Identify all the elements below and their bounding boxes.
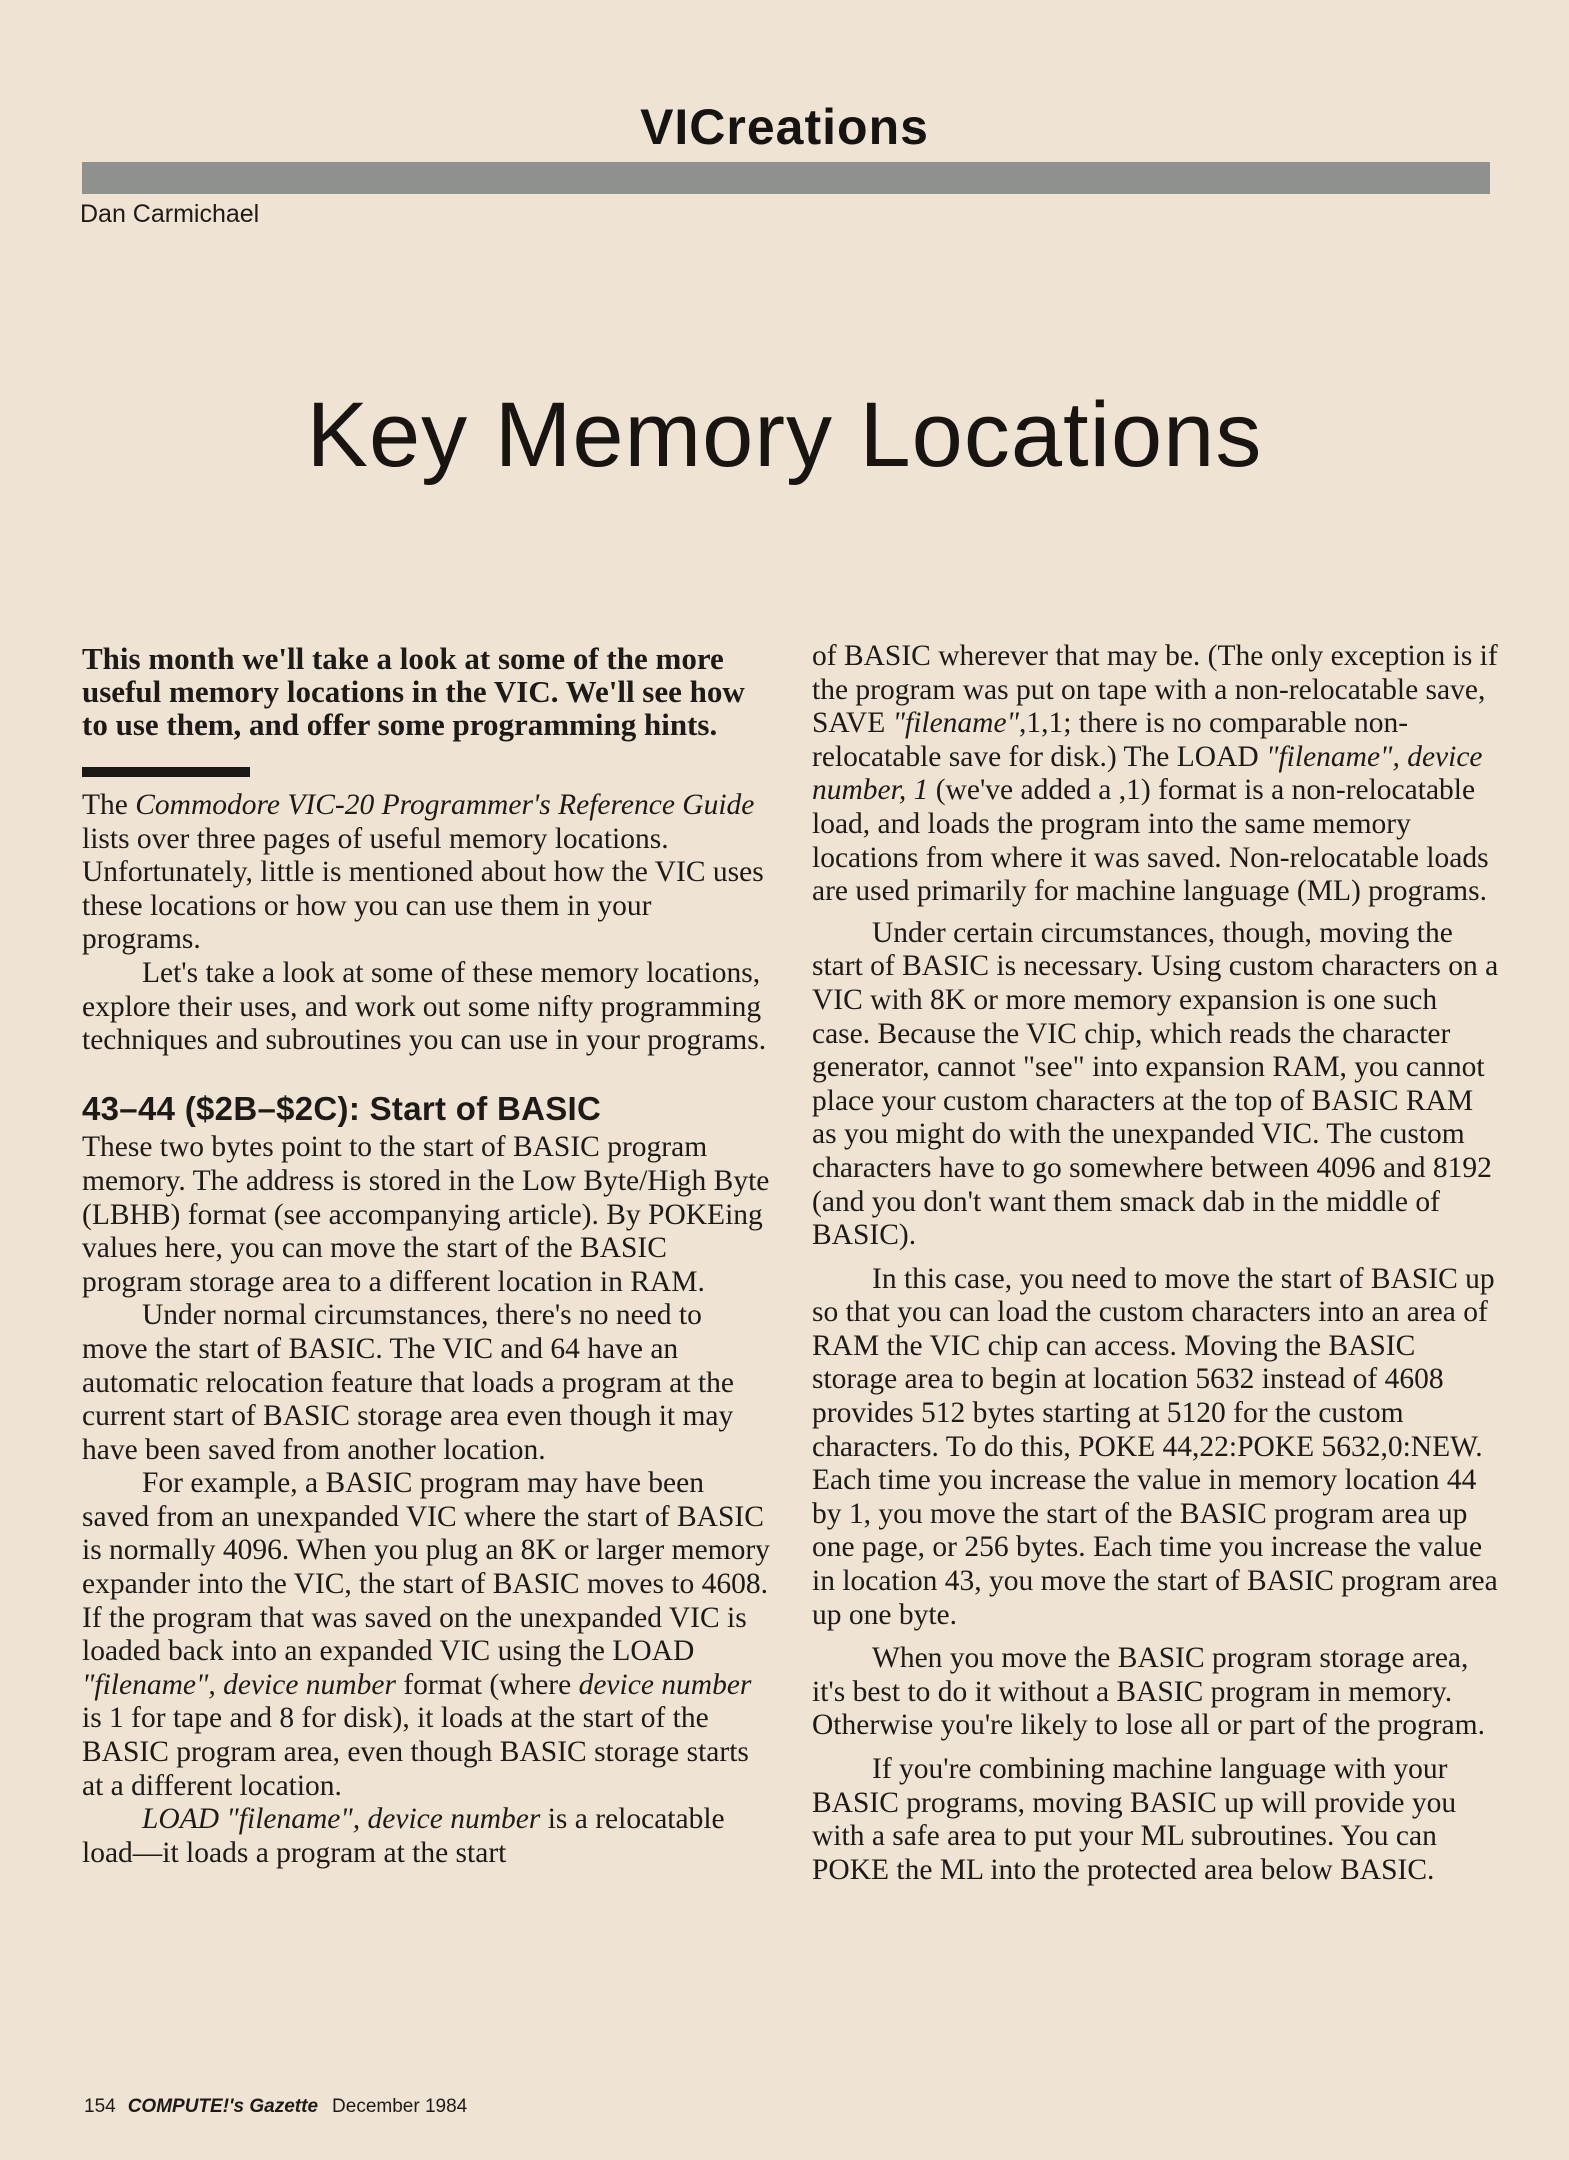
paragraph: In this case, you need to move the start of BASIC up so that you can load the custom characters into an area of RAM the VIC chip can access. Moving the BASIC storage area to begin at location 5632 instead of 4608 provides 512 bytes starting at 5120 for the custom characters. To do this, POKE 44,22:POKE 5632,0:NEW. Each time you increase the value in memory location 44 by 1, you move the start of the BASIC program area up one page, or 256 bytes. Each time you increase the value in location 43, you move the start of BASIC program area up one byte. [812, 1262, 1498, 1631]
book-title: Commodore VIC-20 Programmer's Reference Guide [135, 789, 755, 821]
column-title: VICreations [640, 99, 929, 155]
left-column [82, 640, 772, 1870]
right-column [812, 640, 1502, 1887]
page-footer [84, 2096, 467, 2118]
paragraph: When you move the BASIC program storage area, it's best to do it without a BASIC program in memory. Otherwise you're likely to lose all or part of the program. [812, 1642, 1485, 1742]
magazine-name: COMPUTE!'s Gazette [127, 2096, 319, 2117]
paragraph: These two bytes point to the start of BASIC program memory. The address is stored in the Low Byte/High Byte (LBHB) format (see accompanying article). By POKEing values here, you can move the start of the BASIC program storage area to a different location in RAM. [82, 1131, 770, 1298]
page-number: 154 [84, 2096, 116, 2117]
paragraph: Let's take a look at some of these memory locations, explore their uses, and work out some nifty programming techniques and subroutines you can use in your programs. [82, 956, 767, 1057]
issue-date: December 1984 [332, 2096, 468, 2117]
paragraph: If you're combining machine language with your BASIC programs, moving BASIC up will provide you with a safe area to put your ML subroutines. You can POKE the ML into the protected area below BASIC. [812, 1753, 1457, 1886]
article-headline: Key Memory Locations [306, 384, 1263, 486]
paragraph: Under certain circumstances, though, moving the start of BASIC is necessary. Using custom characters on a VIC with 8K or more memory expansion is one such case. Because the VIC chip, which reads the character generator, cannot "see" into expansion RAM, you cannot place your custom characters at the top of BASIC RAM as you might do with the unexpanded VIC. The custom characters have to go somewhere between 4096 and 8192 (and you don't want them smack dab in the middle of BASIC). [812, 916, 1499, 1252]
author-byline: Dan Carmichael [80, 200, 260, 228]
paragraph: The Commodore VIC-20 Programmer's Reference Guide lists over three pages of useful memory locations. Unfortunately, little is mentioned about how the VIC uses these locations or how you can use them in your programs. [82, 789, 764, 956]
paragraph: Under normal circumstances, there's no need to move the start of BASIC. The VIC and 64 have an automatic relocation feature that loads a program at the current start of BASIC storage area even though it may have been saved from another location. [82, 1299, 734, 1466]
paragraph: LOAD "filename", device number is a relocatable load—it loads a program at the start [82, 1803, 725, 1869]
section-heading: 43–44 ($2B–$2C): Start of BASIC [82, 1089, 602, 1127]
title-bar [82, 162, 1490, 194]
lead-rule [82, 767, 250, 777]
paragraph: For example, a BASIC program may have been saved from an unexpanded VIC where the start of BASIC is normally 4096. When you plug an 8K or larger memory expander into the VIC, the start of BASIC moves to 4608. If the program that was saved on the unexpanded VIC is loaded back into an expanded VIC using the LOAD "filename", device number format (where device number is 1 for tape and 8 for disk), it loads at the start of the BASIC program area, even though BASIC storage starts at a different location. [82, 1467, 770, 1802]
article-lead: This month we'll take a look at some of the more useful memory locations in the VIC. We'll see how to use them, and offer some programming hints. [82, 641, 745, 742]
paragraph: of BASIC wherever that may be. (The only exception is if the program was put on tape with a non-relocatable save, SAVE "filename",1,1; there is no comparable non-relocatable save for disk.) The LOAD "filename", device number, 1 (we've added a ,1) format is a non-relocatable load, and loads the program into the same memory locations from where it was saved. Non-relocatable loads are used primarily for machine language (ML) programs. [812, 640, 1498, 908]
